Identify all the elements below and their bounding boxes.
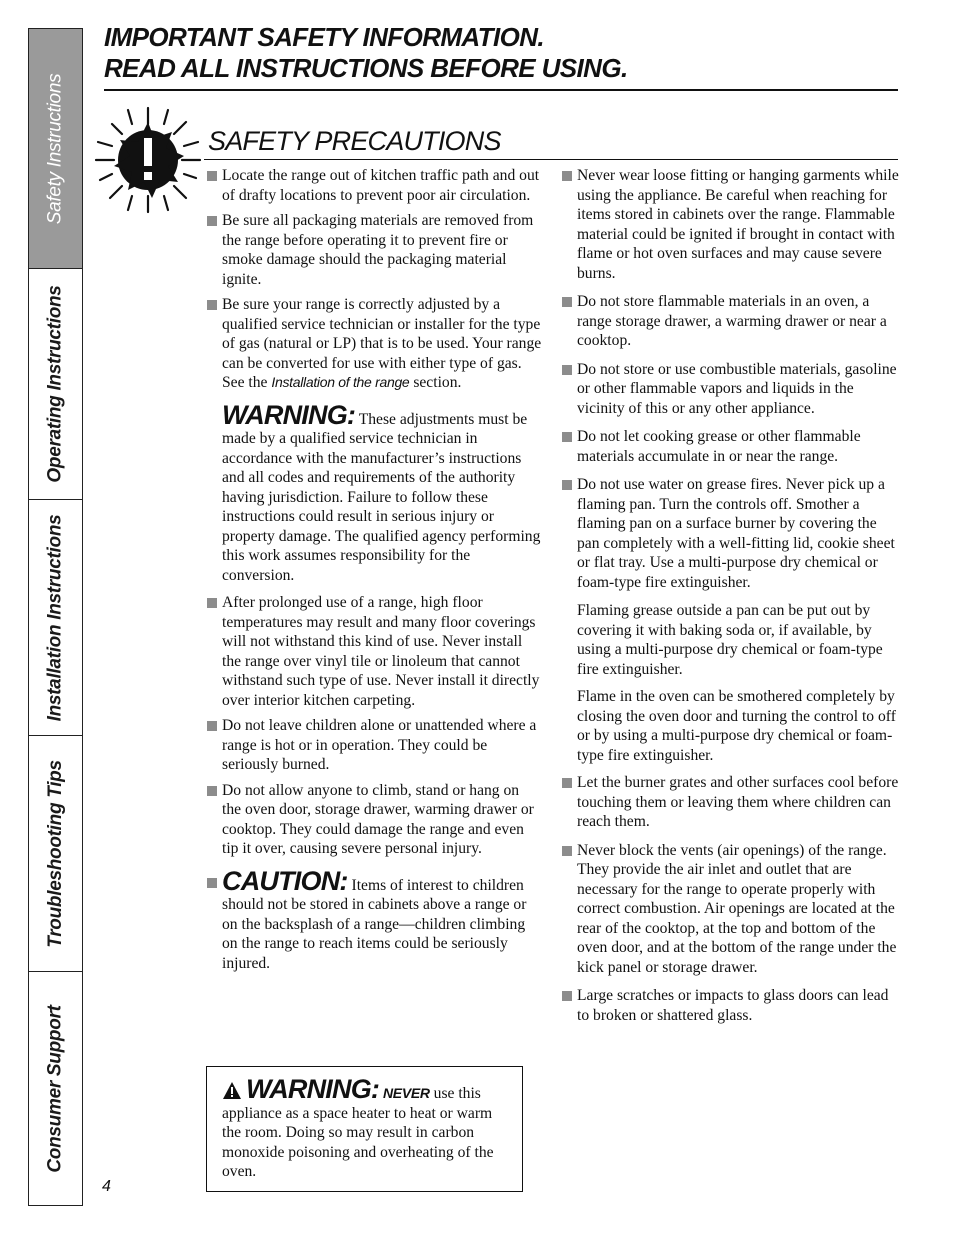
section-rule [204,159,898,160]
bullet-square [207,878,217,888]
list-item: Do not allow anyone to climb, stand or hang on the oven door, storage drawer, warming drawer or cooktop. They could damage the range and even tip it over, causing severe personal injury. [206,781,542,859]
right-column [561,166,899,1034]
caution-label: CAUTION: [222,865,348,896]
list-item: After prolonged use of a range, high floor temperatures may result and many floor coverings will not withstand this kind of use. Never install the range over vinyl tile or linoleum that cannot withstand such type of use. Never install it directly over interior kitchen carpeting. [206,593,542,710]
header-line-2: READ ALL INSTRUCTIONS BEFORE USING. [104,53,628,83]
left-column [206,166,542,979]
tab-installation-instructions[interactable]: Installation Instructions [29,500,82,736]
bullet-square [562,778,572,788]
bullet-square [562,991,572,1001]
bullet-square [562,365,572,375]
paragraph: Flame in the oven can be smothered completely by closing the oven door and turning the control to off or by using a multi-purpose dry chemical or foam-type fire extinguisher. [577,688,896,764]
space-heater-warning-box: WARNING: NEVER use this appliance as a space heater to heat or warm the room. Doing so may result in carbon monoxide poisoning and overheating of the oven. [206,1066,523,1192]
warning-label: WARNING: [222,399,356,430]
list-item: Never block the vents (air openings) of the range. They provide the air inlet and outlet that are necessary for the range to operate properly with correct combustion. Air openings are located at the rear of the cooktop, at the top and bottom of the oven door, and at the bottom of the range under the kick panel or storage drawer. [561,841,899,978]
exclamation-burst-icon [92,104,204,216]
warning-block: WARNING: These adjustments must be made by a qualified service technician in accordance with the manufacturer’s instructions and all codes and requirements of the authority having jurisdiction. Failure to follow these instructions could result in serious injury or property damage. The qualified agency performing this work assumes responsibility for the conversion. [222,399,541,584]
bullet-square [562,297,572,307]
page-number: 4 [102,1178,111,1195]
paragraph: Flaming grease outside a pan can be put out by covering it with baking soda or, if available, by using a multi-purpose dry chemical or foam-type fire extinguisher. [577,602,883,678]
bullet-square [207,721,217,731]
bullet-square [207,171,217,181]
bullet-square [207,598,217,608]
list-item: Do not let cooking grease or other flammable materials accumulate in or near the range. [561,427,899,466]
bullet-square [207,786,217,796]
list-item: Be sure your range is correctly adjusted by a qualified service technician or installer for the type of gas (natural or LP) that is to be used. Your range can be converted for use with either type of gas. See the Installation of the range section. [206,295,542,393]
list-item: Do not use water on grease fires. Never pick up a flaming pan. Turn the controls off. Smother a flaming pan on a surface burner by covering the pan completely with a well-fitting lid, cookie sheet or flat tray. Use a multi-purpose dry chemical or foam-type fire extinguisher. [561,475,899,592]
list-item: Be sure all packaging materials are removed from the range before operating it to prevent fire or smoke damage should the packaging material ignite. [206,211,542,289]
list-item: Never wear loose fitting or hanging garments while using the appliance. Be careful when reaching for items stored in cabinets over the range. Flammable material could be ignited if brought in contact with flame or hot oven surfaces and may cause severe burns. [561,166,899,283]
header-rule [104,89,898,91]
list-item: Do not leave children alone or unattended where a range is hot or in operation. They could be seriously burned. [206,716,542,775]
side-tabs [28,28,83,1206]
header-line-1: IMPORTANT SAFETY INFORMATION. [104,22,544,52]
bullet-square [207,216,217,226]
tab-safety-instructions[interactable]: Safety Instructions [29,29,82,269]
warning-label: WARNING: [246,1074,380,1104]
list-item: Locate the range out of kitchen traffic path and out of drafty locations to prevent poor air circulation. [206,166,542,205]
bullet-square [207,300,217,310]
warning-triangle-icon [222,1081,242,1100]
never-label: NEVER [383,1085,430,1101]
tab-consumer-support[interactable]: Consumer Support [44,1004,66,1173]
tab-operating-instructions[interactable]: Operating Instructions [29,269,82,500]
installation-reference: Installation of the range [271,374,410,390]
bullet-square [562,432,572,442]
list-item: Do not store or use combustible materials, gasoline or other flammable vapors and liquids in the vicinity of this or any other appliance. [561,360,899,419]
bullet-square [562,171,572,181]
section-title: SAFETY PRECAUTIONS [208,126,501,156]
bullet-square [562,846,572,856]
tab-troubleshooting-tips[interactable]: Troubleshooting Tips [29,736,82,972]
list-item: Large scratches or impacts to glass doors can lead to broken or shattered glass. [561,986,899,1025]
caution-block: CAUTION: Items of interest to children should not be stored in cabinets above a range or on the backsplash of a range—children climbing on the range to reach items could be seriously injured. [206,869,542,974]
bullet-square [562,480,572,490]
list-item: Let the burner grates and other surfaces cool before touching them or leaving them where children can reach them. [561,773,899,832]
page-header [104,22,900,84]
list-item: Do not store flammable materials in an oven, a range storage drawer, a warming drawer or near a cooktop. [561,292,899,351]
